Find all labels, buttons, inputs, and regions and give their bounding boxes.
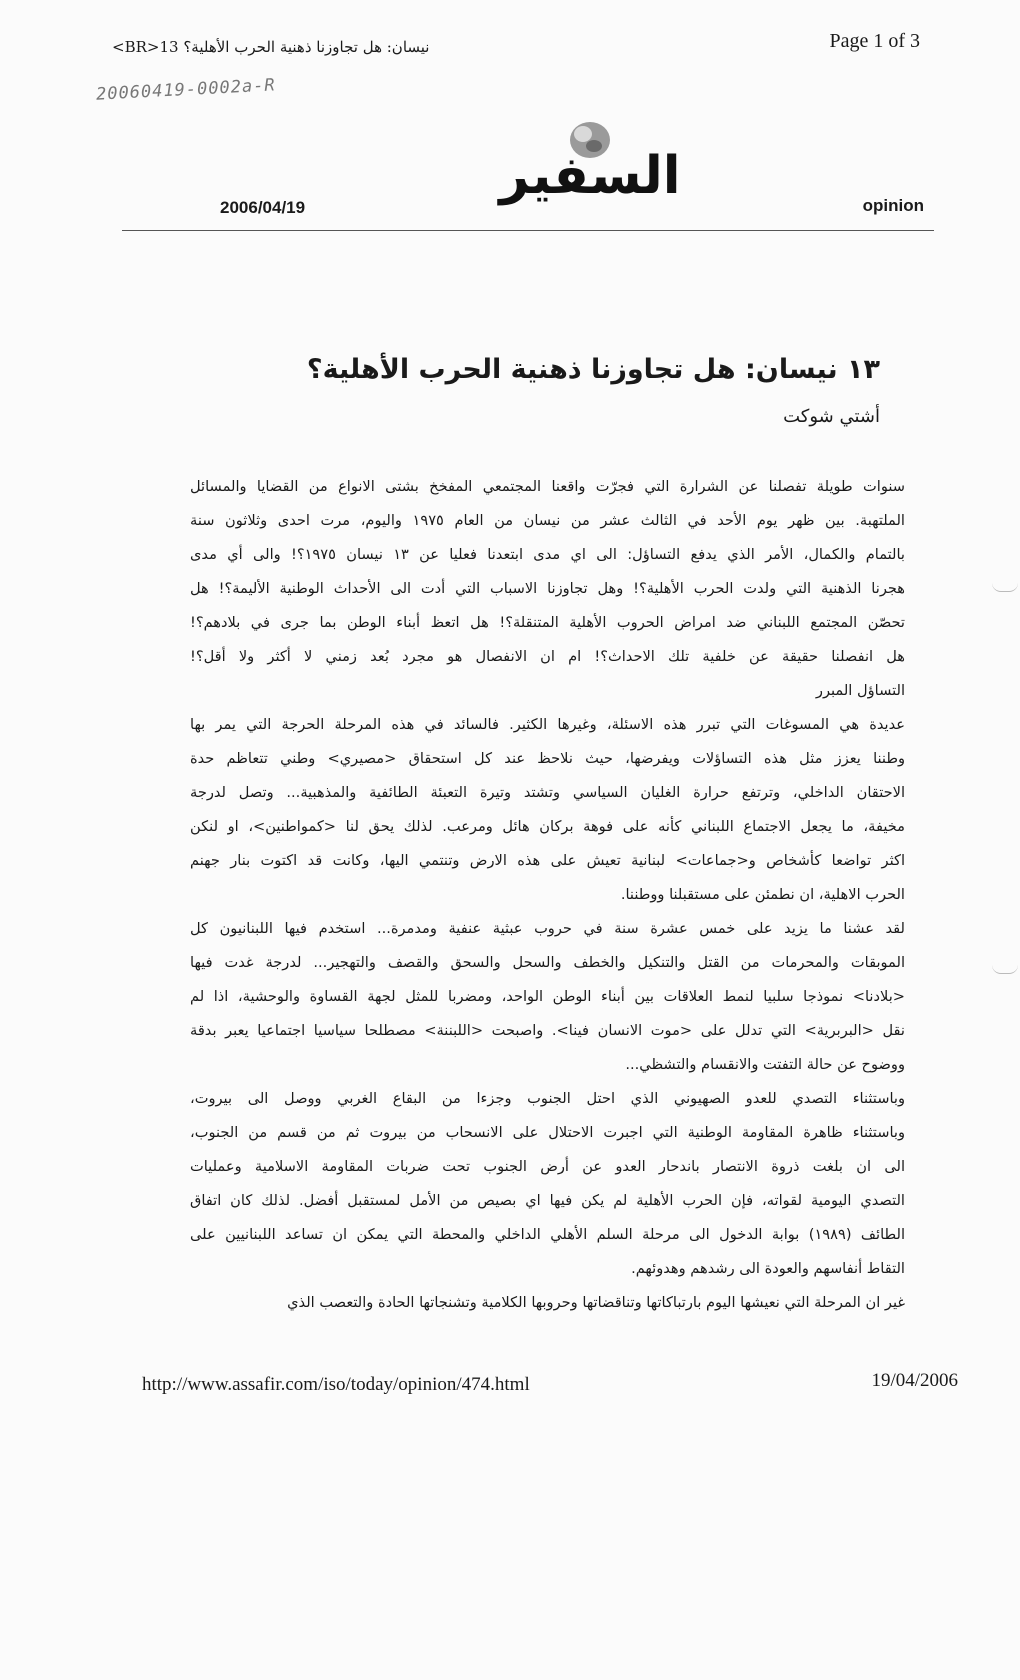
article-line: لقد عشنا ما يزيد على خمس عشرة سنة في حروب عبثية عنفية ومدمرة... استخدم فيها اللبنانيون كل bbox=[190, 920, 905, 937]
masthead-logo-text: السفير bbox=[499, 146, 681, 206]
article-paragraph bbox=[190, 470, 905, 708]
handwritten-archive-id: 20060419-0002a-R bbox=[95, 75, 277, 105]
article-line: ووضوح عن حالة التفتت والانقسام والتشظي... bbox=[625, 1056, 905, 1073]
header-divider bbox=[122, 230, 934, 231]
scan-margin-mark bbox=[992, 965, 1018, 974]
article-line: تحصّن المجتمع اللبناني ضد امراض الحروب الأهلية المتنقلة؟! هل اتعظ أبناء الوطن بما جرى في بلادهم؟! bbox=[190, 614, 905, 631]
article-line: الاحتقان الداخلي، وترتفع حرارة الغليان السياسي وتشتد وتيرة التعبئة الطائفية والمذهبية... وتصل لدرجة bbox=[190, 784, 905, 801]
article-line: اكثر تواضعا كأشخاص و<جماعات> لبنانية تعيش على هذه الارض وتنتمي اليها، وكانت قد اكتوت بنار جهنم bbox=[190, 852, 905, 869]
article-paragraph bbox=[190, 912, 905, 1082]
article-line: التقاط أنفاسهم والعودة الى رشدهم وهدوئهم. bbox=[631, 1260, 905, 1277]
publication-date: 2006/04/19 bbox=[220, 198, 306, 217]
article-line: وطننا يعزز مثل هذه التساؤلات ويفرضها، حيث نلاحظ عند كل استحقاق <مصيري> وطني تتعاظم حدة bbox=[190, 750, 905, 767]
article-paragraph bbox=[190, 708, 905, 912]
newspaper-masthead bbox=[490, 110, 690, 215]
print-header-title: نيسان: هل تجاوزنا ذهنية الحرب الأهلية؟ 13<BR> bbox=[112, 38, 430, 56]
article-line: الى ان بلغت ذروة الانتصار باندحار العدو عن أرض الجنوب تحت ضربات المقاومة الاسلامية وعمليات bbox=[190, 1158, 905, 1175]
article-paragraph bbox=[190, 1082, 905, 1286]
article-line: عديدة هي المسوغات التي تبرر هذه الاسئلة، وغيرها الكثير. فالسائد في هذه المرحلة الحرجة التي يمر بها bbox=[190, 716, 905, 733]
article-line: نقل <البربرية> التي تدلل على <موت الانسان فينا>. واصبحت <اللبننة> مصطلحا سياسيا اجتماعيا يعبر بدقة bbox=[190, 1022, 905, 1039]
footer-print-date: 19/04/2006 bbox=[871, 1370, 958, 1391]
article-paragraph bbox=[190, 1286, 905, 1320]
article-line: هل انفصلنا حقيقة عن خلفية تلك الاحداث؟! ام ان الانفصال هو مجرد بُعد زمني لا أكثر ولا أقل؟! bbox=[190, 648, 905, 665]
article-line: هجرنا الذهنية التي ولدت الحرب الأهلية؟! وهل تجاوزنا الاسباب التي أدت الى الأحداث الوطنية الأليمة؟! هل bbox=[190, 580, 905, 597]
footer-url[interactable]: http://www.assafir.com/iso/today/opinion/474.html bbox=[142, 1374, 530, 1395]
article-line: الملتهبة. بين ظهر يوم الأحد في الثالث عشر من نيسان من العام ١٩٧٥ واليوم، مرت احدى وثلاثون سنة bbox=[190, 512, 905, 529]
article-body bbox=[190, 470, 905, 1320]
article-line: سنوات طويلة تفصلنا عن الشرارة التي فجرّت واقعنا المجتمعي المفخخ بشتى الانواع من القضايا والمسائل bbox=[190, 478, 905, 495]
section-label: opinion bbox=[862, 196, 924, 215]
page-count: Page 1 of 3 bbox=[829, 30, 920, 52]
article-line: الطائف (١٩٨٩) بوابة الدخول الى مرحلة السلم الأهلي الداخلي والمحطة التي يمكن ان تساعد اللبنانيين على bbox=[190, 1226, 905, 1243]
article-line: التصدي اليومية لقواته، فإن الحرب الأهلية لم يكن فيها اي بصيص من الأمل لمستقبل أفضل. لذلك كان اتفاق bbox=[190, 1192, 905, 1209]
article-author: أشتي شوكت bbox=[783, 406, 880, 427]
article-line: التساؤل المبرر bbox=[815, 682, 905, 699]
article-line: وباستثناء التصدي للعدو الصهيوني الذي احتل الجنوب وجزءا من البقاع الغربي ووصل الى بيروت، bbox=[190, 1090, 905, 1107]
article-line: وباستثناء ظاهرة المقاومة الوطنية التي اجبرت الاحتلال على الانسحاب من بيروت ثم من قسم من الجنوب، bbox=[190, 1124, 905, 1141]
article-line: غير ان المرحلة التي نعيشها اليوم بارتباكاتها وتناقضاتها وحروبها الكلامية وتشنجاتها الحادة والتعصب الذي bbox=[287, 1294, 905, 1311]
article-line: مخيفة، ما يجعل الاجتماع اللبناني كأنه على فوهة بركان هائل ومرعب. لذلك يحق لنا <كمواطنين>، او لنكن bbox=[190, 818, 905, 835]
article-line: الحرب الاهلية، ان نطمئن على مستقبلنا ووطننا. bbox=[620, 886, 905, 903]
article-title: ١٣ نيسان: هل تجاوزنا ذهنية الحرب الأهلية؟ bbox=[306, 354, 880, 385]
article-line: بالتمام والكمال، الأمر الذي يدفع التساؤل: الى اي مدى ابتعدنا فعليا عن ١٣ نيسان ١٩٧٥؟! والى أي مدى bbox=[190, 546, 905, 563]
scan-margin-mark bbox=[992, 583, 1018, 592]
article-line: <بلادنا> نموذجا سلبيا لنمط العلاقات بين أبناء الوطن الواحد، ومضربا للمثل لجهة القساوة والوحشية، اذا لم bbox=[190, 988, 905, 1005]
article-line: الموبقات والمحرمات من القتل والتنكيل والخطف والسحل والسحق والقصف والتهجير... لدرجة غدت فيها bbox=[190, 954, 905, 971]
